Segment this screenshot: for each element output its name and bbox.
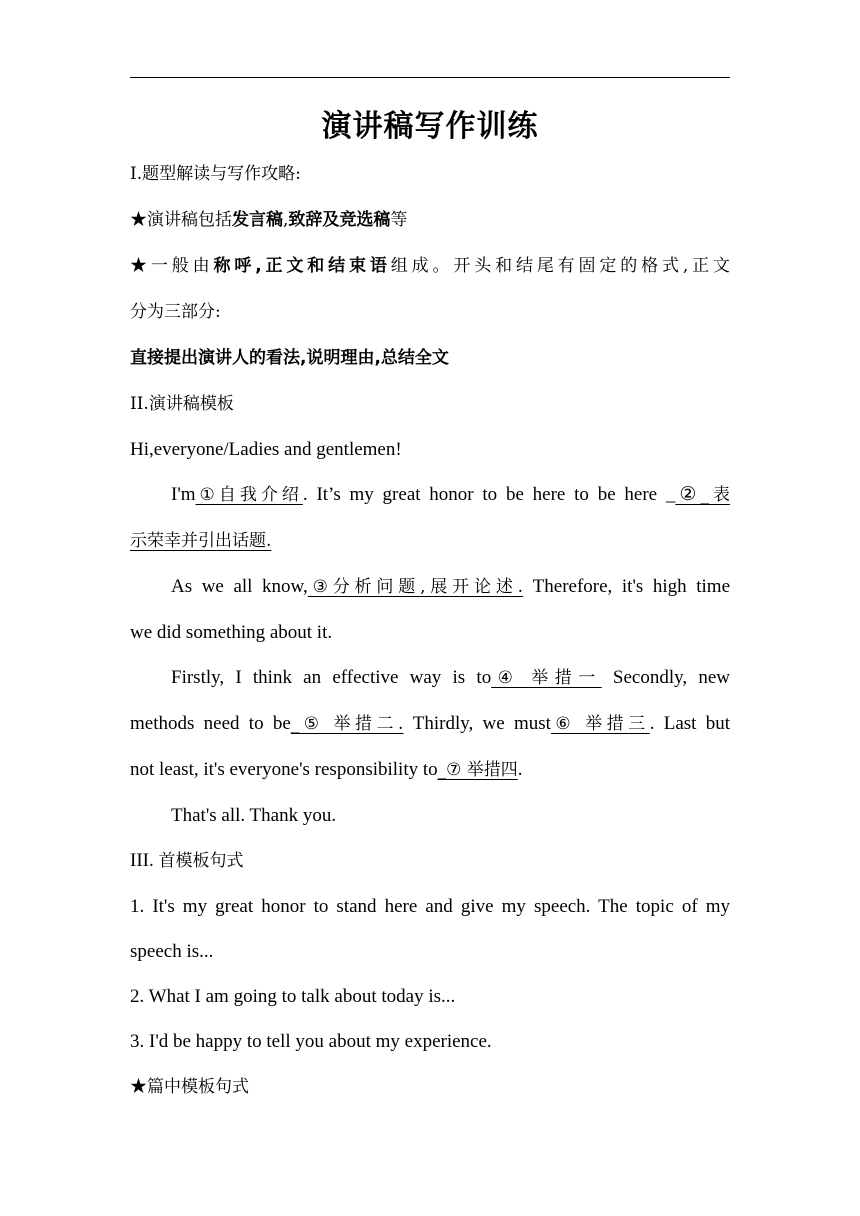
template-para-3-line-3: not least, it's everyone's responsibility to_⑦ 举措四. [130,759,523,780]
document-body [130,151,730,1110]
section3-heading: III. 首模板句式 [130,850,244,871]
template-para-3-line-2: methods need to be_⑤ 举措二. Thirdly, we must⑥ 举措三. Last but [130,713,730,734]
blank-5: _⑤ 举措二. [290,714,404,734]
header-rule [130,77,730,78]
page-title: 演讲稿写作训练 [321,109,539,144]
template-greeting: Hi,everyone/Ladies and gentlemen! [130,439,402,460]
strategy-line-2: ★一般由称呼,正文和结束语组成。开头和结尾有固定的格式,正文 [130,256,731,276]
template-closing: That's all. Thank you. [171,805,337,826]
opening-sentence-1-cont: speech is... [130,941,214,962]
star-icon: ★ [130,256,151,276]
strategy-line-2-cont: 分为三部分: [130,302,221,322]
strategy-line-1: ★演讲稿包括发言稿,致辞及竞选稿等 [130,210,408,230]
blank-1: ①自我介绍 [195,485,303,505]
template-para-1-cont: 示荣幸并引出话题. [130,531,272,551]
section1-heading: I.题型解读与写作攻略: [130,164,301,184]
opening-sentence-2: 2. What I am going to talk about today is... [130,986,456,1007]
blank-6: ⑥ 举措三 [550,714,650,734]
opening-sentence-3: 3. I'd be happy to tell you about my experience. [130,1031,492,1052]
blank-4: ④ 举措一 [491,668,602,688]
opening-sentence-1: 1. It's my great honor to stand here and give my speech. The topic of my [130,896,730,917]
body-template-heading: ★篇中模板句式 [130,1077,249,1097]
blank-2: ② [675,484,701,505]
section2-heading: II.演讲稿模板 [130,394,234,414]
star-icon: ★ [130,210,147,230]
blank-3: ③分析问题,展开论述. [307,577,524,597]
blank-7: _⑦ 举措四 [437,760,518,780]
template-para-2-cont: we did something about it. [130,622,333,643]
strategy-line-3: 直接提出演讲人的看法,说明理由,总结全文 [130,348,449,368]
template-para-1: I'm①自我介绍. It’s my great honor to be here to be here _②_表 [171,484,730,505]
template-para-3: Firstly, I think an effective way is to④ 举措一 Secondly, new [171,667,730,688]
template-para-2: As we all know,③分析问题,展开论述. Therefore, it's high time [171,576,730,597]
